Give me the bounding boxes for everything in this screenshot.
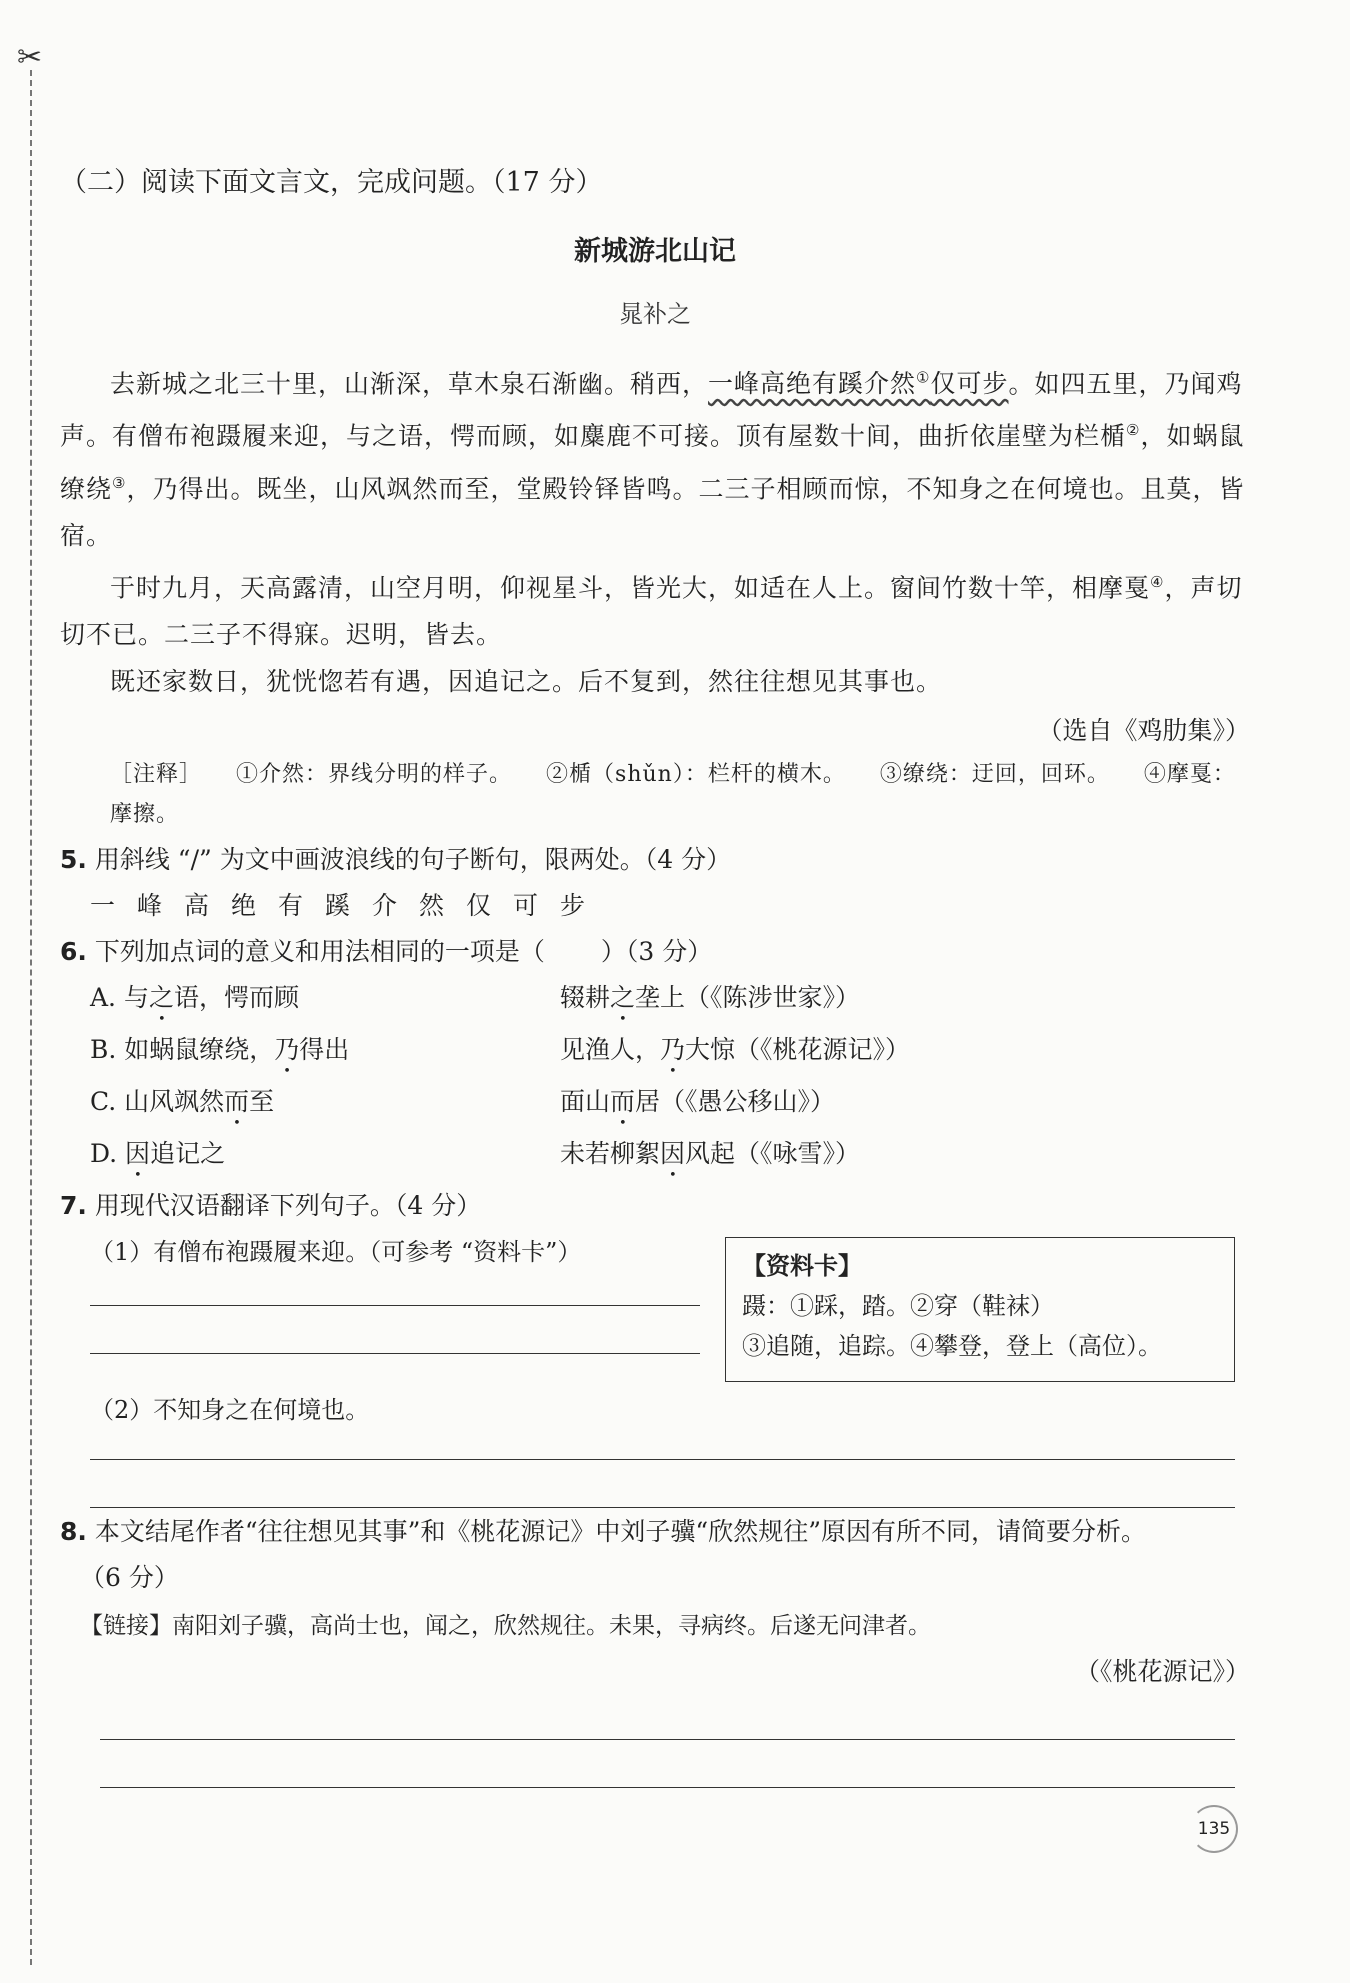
cut-line xyxy=(30,70,32,1965)
answer-line[interactable] xyxy=(90,1305,700,1306)
question-text: 用斜线 “/” 为文中画波浪线的句子断句，限两处。（4 分） xyxy=(94,845,732,875)
text-segment: ，乃得出。既坐，山风飒然而至，堂殿铃铎皆鸣。二三子相顾而惊，不知身之在何境也。且莫，皆宿。 xyxy=(60,473,1245,550)
footnote-marker: ④ xyxy=(1150,572,1165,591)
question-8 xyxy=(60,1509,1250,1805)
answer-line[interactable] xyxy=(100,1739,1235,1740)
card-heading: 【资料卡】 xyxy=(742,1252,862,1281)
question-number: 6. xyxy=(60,937,87,967)
scissors-icon: ✂ xyxy=(17,40,43,75)
notes-label: ［注释］ xyxy=(110,762,203,788)
annotations xyxy=(60,755,1250,835)
question-score: （6 分） xyxy=(80,1563,179,1593)
dotted-word: 因 xyxy=(660,1139,686,1169)
option-a: A. 与之语，愕而顾 辍耕之垄上（《陈涉世家》） xyxy=(90,983,861,1013)
q7-subquestion-2: （2）不知身之在何境也。 xyxy=(90,1396,370,1425)
essay-paragraph-2 xyxy=(60,559,1250,658)
option-b: B. 如蜗鼠缭绕，乃得出 见渔人，乃大惊（《桃花源记》） xyxy=(90,1035,911,1065)
q7-subquestion-1: （1）有僧布袍蹑履来迎。（可参考 “资料卡”） xyxy=(90,1238,582,1267)
dotted-word: 而 xyxy=(610,1087,636,1117)
text-segment: ，声切切不已。二三子不得寐。迟明，皆去。 xyxy=(60,573,1243,650)
note-3: ③缭绕：迂回，回环。 xyxy=(879,762,1110,788)
text-segment: 。如四五里，乃闻鸡声。有僧布袍蹑履来迎，与之语，愕而顾，如麋鹿不可接。顶有屋数十间，曲折依崖壁为栏楯 xyxy=(60,369,1243,451)
q5-sentence: 一峰高绝有蹊介然仅可步 xyxy=(90,891,608,921)
question-score: ）（3 分） xyxy=(600,937,713,967)
text-segment: 仅可步 xyxy=(930,369,1009,399)
card-line: 蹑：①踩，踏。②穿（鞋袜） xyxy=(742,1292,1054,1321)
link-source: （《桃花源记》） xyxy=(1074,1657,1250,1687)
question-number: 7. xyxy=(60,1191,87,1221)
question-number: 8. xyxy=(60,1517,87,1547)
q7-body xyxy=(60,1229,1250,1509)
note-2: ②楯（shǔn）：栏杆的横木。 xyxy=(546,762,846,788)
question-text: 本文结尾作者“往往想见其事”和《桃花源记》中刘子骥“欣然规往”原因有所不同，请简要分析。 xyxy=(94,1517,1146,1547)
question-6 xyxy=(60,929,1250,975)
dotted-word: 乃 xyxy=(274,1035,300,1065)
option-d: D. 因追记之 未若柳絮因风起（《咏雪》） xyxy=(90,1139,861,1169)
dotted-word: 之 xyxy=(148,983,174,1013)
dotted-word: 之 xyxy=(610,983,636,1013)
essay-paragraph-1 xyxy=(60,355,1250,559)
question-number: 5. xyxy=(60,845,87,875)
question-7 xyxy=(60,1183,1250,1229)
option-c: C. 山风飒然而至 面山而居（《愚公移山》） xyxy=(90,1087,836,1117)
page-number: 135 xyxy=(1190,1805,1238,1853)
question-5 xyxy=(60,837,1250,883)
reference-card xyxy=(725,1237,1235,1382)
note-1: ①介然：界线分明的样子。 xyxy=(236,762,513,788)
dotted-word: 乃 xyxy=(660,1035,686,1065)
answer-line[interactable] xyxy=(90,1353,700,1354)
link-label: 【链接】 xyxy=(80,1613,172,1640)
link-text: 南阳刘子骥，高尚士也，闻之，欣然规往。未果，寻病终。后遂无问津者。 xyxy=(172,1613,931,1640)
answer-line[interactable] xyxy=(90,1507,1235,1508)
text-segment: 去新城之北三十里，山渐深，草木泉石渐幽。稍西， xyxy=(110,369,709,399)
essay-author: 晁补之 xyxy=(619,300,691,328)
essay-paragraph-3: 既还家数日，犹恍惚若有遇，因追记之。后不复到，然往往想见其事也。 xyxy=(110,667,943,697)
footnote-marker: ① xyxy=(916,369,931,387)
worksheet-page xyxy=(60,160,1250,1805)
question-text: 下列加点词的意义和用法相同的一项是（ xyxy=(94,937,545,967)
text-segment: 一峰高绝有蹊介然 xyxy=(708,369,917,399)
text-segment: 于时九月，天高露清，山空月明，仰视星斗，皆光大，如适在人上。窗间竹数十竿，相摩戛 xyxy=(110,573,1151,603)
note-4: ④摩戛：摩擦。 xyxy=(110,762,1236,828)
dotted-word: 而 xyxy=(224,1087,250,1117)
answer-line[interactable] xyxy=(100,1787,1235,1788)
wavy-underlined-sentence xyxy=(708,369,1008,398)
answer-line[interactable] xyxy=(90,1459,1235,1460)
q6-options xyxy=(60,975,1250,1183)
text-segment: ，如蜗鼠缭绕 xyxy=(60,421,1245,503)
link-passage xyxy=(60,1603,1250,1649)
dotted-word: 因 xyxy=(125,1139,151,1169)
question-text: 用现代汉语翻译下列句子。（4 分） xyxy=(94,1191,482,1221)
footnote-marker: ② xyxy=(1126,421,1141,440)
section-title: （二）阅读下面文言文，完成问题。（17 分） xyxy=(60,167,603,198)
essay-title: 新城游北山记 xyxy=(574,236,736,267)
card-line: ③追随，追踪。④攀登，登上（高位）。 xyxy=(742,1332,1162,1361)
footnote-marker: ③ xyxy=(112,473,127,492)
essay-source: （选自《鸡肋集》） xyxy=(1037,716,1250,746)
